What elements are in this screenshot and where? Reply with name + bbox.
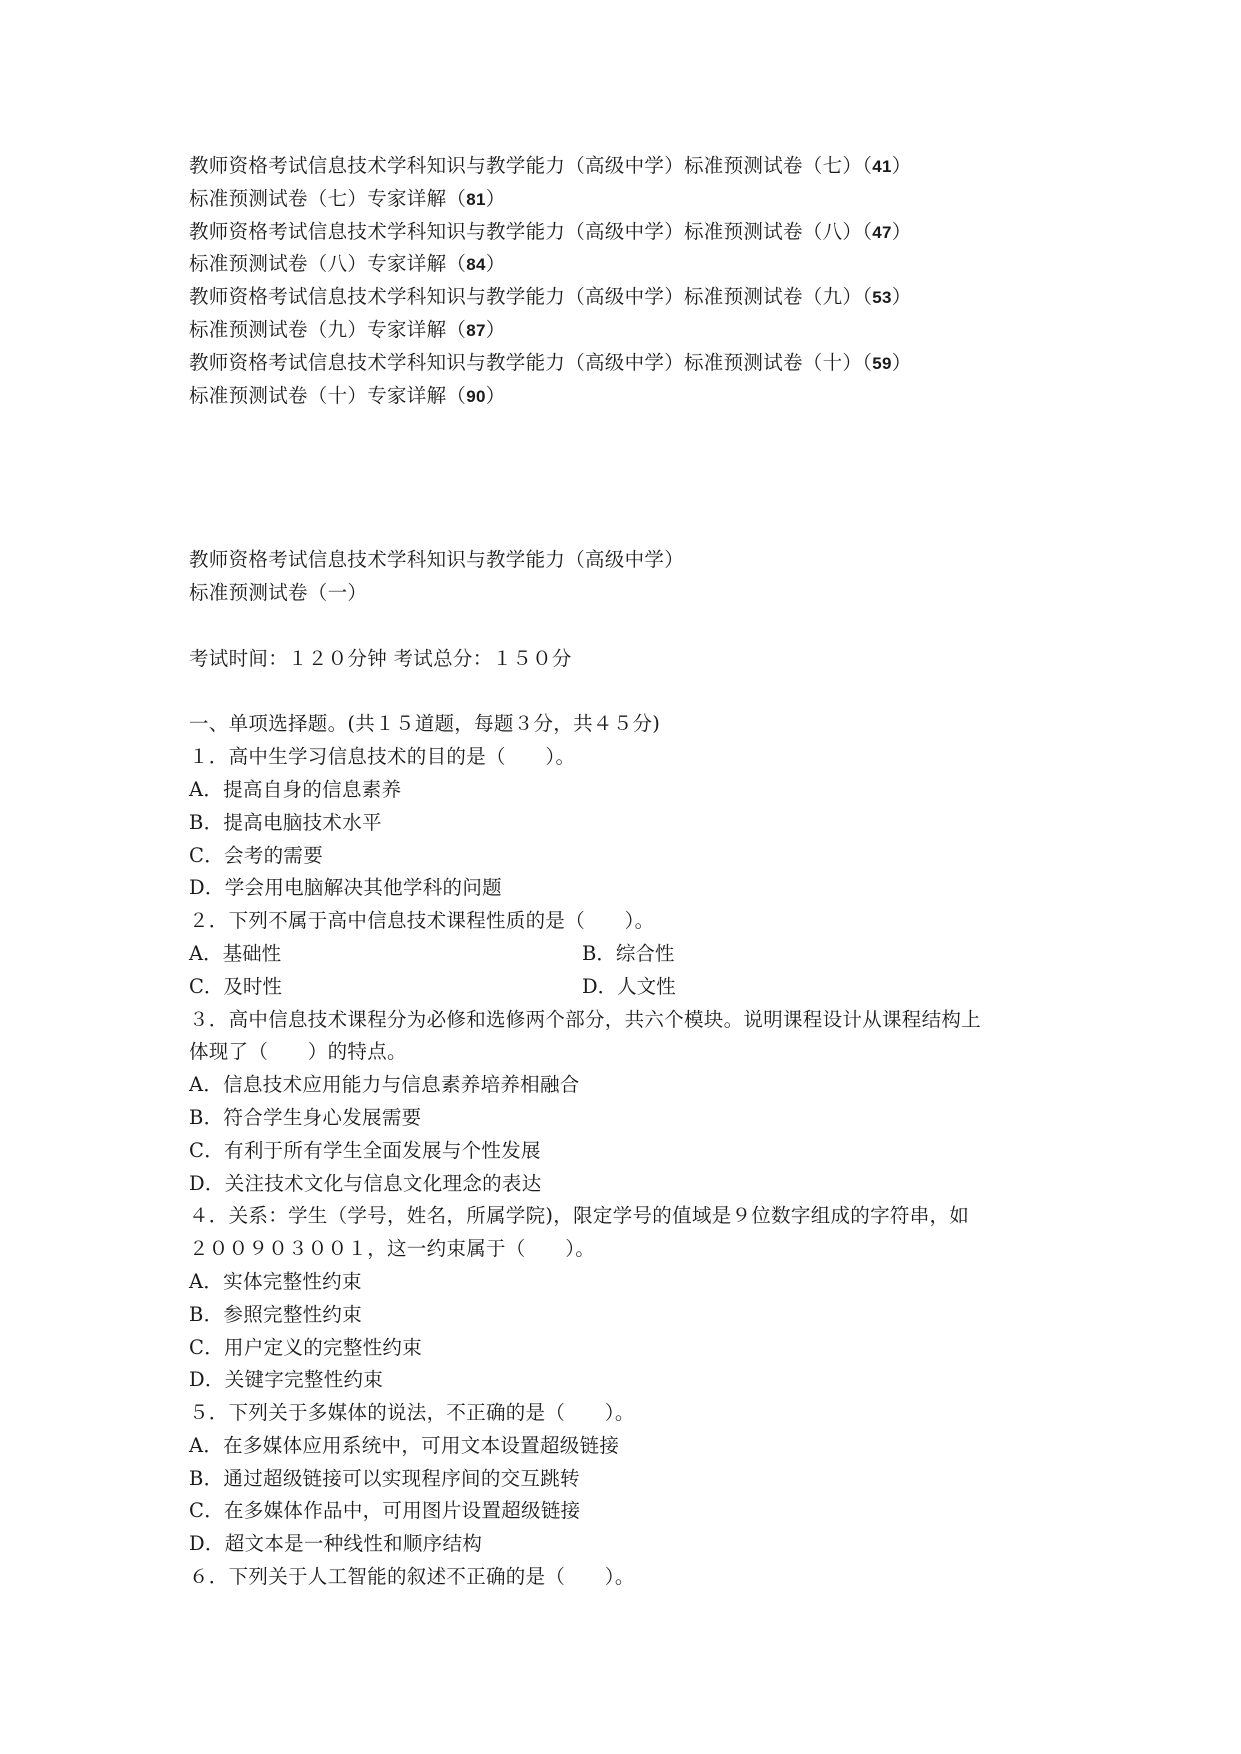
question-2: [189, 905, 1069, 1003]
options-row: [189, 971, 1069, 1004]
option-a: A．在多媒体应用系统中，可用文本设置超级链接: [189, 1433, 620, 1457]
section-heading: 一、单项选择题。(共１５道题，每题３分，共４５分): [189, 712, 661, 736]
option-d: D．学会用电脑解决其他学科的问题: [189, 876, 502, 900]
toc-entry[interactable]: [189, 248, 1069, 281]
exam-subtitle: 标准预测试卷（一）: [189, 581, 368, 605]
question-1: [189, 741, 1069, 905]
option-a: A．实体完整性约束: [189, 1269, 362, 1293]
toc-entry-title: 教师资格考试信息技术学科知识与教学能力（高级中学）标准预测试卷（九）（: [189, 285, 873, 309]
toc-entry-close: ）: [485, 317, 506, 341]
toc-entry-close: ）: [891, 219, 912, 243]
option-a: A．信息技术应用能力与信息素养培养相融合: [189, 1073, 580, 1097]
option-b: B．通过超级链接可以实现程序间的交互跳转: [189, 1466, 580, 1490]
toc-entry-title: 标准预测试卷（八）专家详解（: [189, 252, 467, 276]
toc-entry-close: ）: [485, 383, 506, 407]
spacer: [189, 676, 1069, 709]
option-b: B．参照完整性约束: [189, 1302, 363, 1326]
option-b: B．综合性: [582, 941, 675, 965]
toc-entry-page: 59: [872, 353, 892, 373]
option-b: B．符合学生身心发展需要: [189, 1105, 422, 1129]
toc-entry-close: ）: [485, 186, 506, 210]
toc-entry-page: 53: [872, 288, 892, 308]
option-c: C．及时性: [189, 974, 282, 998]
option-d: D．关键字完整性约束: [189, 1368, 384, 1392]
option-c: C．有利于所有学生全面发展与个性发展: [189, 1138, 541, 1162]
question-stem: ４．关系：学生（学号，姓名，所属学院)，限定学号的值域是９位数字组成的字符串，如: [189, 1204, 970, 1228]
question-3: [189, 1004, 1069, 1201]
question-stem: ６．下列关于人工智能的叙述不正确的是（ ）。: [189, 1565, 635, 1589]
option-d: D．人文性: [582, 974, 676, 998]
spacer: [189, 412, 1069, 544]
toc-entry[interactable]: [189, 347, 1069, 380]
question-stem: ５．下列关于多媒体的说法，不正确的是（ ）。: [189, 1401, 635, 1425]
toc-entry-page: 84: [466, 255, 486, 275]
toc-entry-page: 47: [872, 222, 892, 242]
toc-entry-page: 81: [466, 189, 486, 209]
toc-entry[interactable]: [189, 150, 1069, 183]
document-page: [189, 150, 1069, 1594]
toc-entry[interactable]: [189, 314, 1069, 347]
toc-entry-title: 教师资格考试信息技术学科知识与教学能力（高级中学）标准预测试卷（十）（: [189, 350, 873, 374]
question-5: [189, 1397, 1069, 1561]
option-b: B．提高电脑技术水平: [189, 810, 382, 834]
option-a: A．基础性: [189, 941, 282, 965]
toc-entry-title: 标准预测试卷（十）专家详解（: [189, 383, 467, 407]
question-stem-continued: ２００９０３００１，这一约束属于（ ）。: [189, 1237, 596, 1261]
option-c: C．在多媒体作品中，可用图片设置超级链接: [189, 1499, 581, 1523]
option-d: D．超文本是一种线性和顺序结构: [189, 1532, 483, 1556]
options-row: [189, 938, 1069, 971]
toc-entry-close: ）: [891, 285, 912, 309]
toc-entry-close: ）: [485, 252, 506, 276]
toc-entry[interactable]: [189, 380, 1069, 413]
option-a: A．提高自身的信息素养: [189, 777, 402, 801]
toc-entry[interactable]: [189, 281, 1069, 314]
question-stem: １．高中生学习信息技术的目的是（ ）。: [189, 745, 576, 769]
question-6: [189, 1561, 1069, 1594]
question-stem: ３．高中信息技术课程分为必修和选修两个部分，共六个模块。说明课程设计从课程结构上: [189, 1007, 982, 1031]
toc-entry-title: 标准预测试卷（九）专家详解（: [189, 317, 467, 341]
toc-entry[interactable]: [189, 183, 1069, 216]
toc-entry-close: ）: [891, 154, 912, 177]
toc-entry[interactable]: [189, 216, 1069, 249]
toc-entry-page: 87: [466, 320, 486, 340]
toc-entry-title: 教师资格考试信息技术学科知识与教学能力（高级中学）标准预测试卷（八）（: [189, 219, 873, 243]
option-d: D．关注技术文化与信息文化理念的表达: [189, 1171, 542, 1195]
question-stem: ２．下列不属于高中信息技术课程性质的是（ ）。: [189, 909, 655, 933]
toc-entry-page: 41: [872, 157, 892, 176]
toc-entry-title: 教师资格考试信息技术学科知识与教学能力（高级中学）标准预测试卷（七）（: [189, 154, 873, 177]
toc-entry-title: 标准预测试卷（七）专家详解（: [189, 186, 467, 210]
exam-time-info: 考试时间：１２０分钟 考试总分：１５０分: [189, 646, 572, 670]
toc-entry-close: ）: [891, 350, 912, 374]
question-4: [189, 1200, 1069, 1397]
exam-title: 教师资格考试信息技术学科知识与教学能力（高级中学）: [189, 548, 685, 572]
option-c: C．会考的需要: [189, 843, 324, 867]
toc-entry-page: 90: [466, 386, 486, 406]
question-stem-continued: 体现了（ ）的特点。: [189, 1040, 407, 1064]
option-c: C．用户定义的完整性约束: [189, 1335, 423, 1359]
table-of-contents: [189, 150, 1069, 412]
spacer: [189, 610, 1069, 643]
